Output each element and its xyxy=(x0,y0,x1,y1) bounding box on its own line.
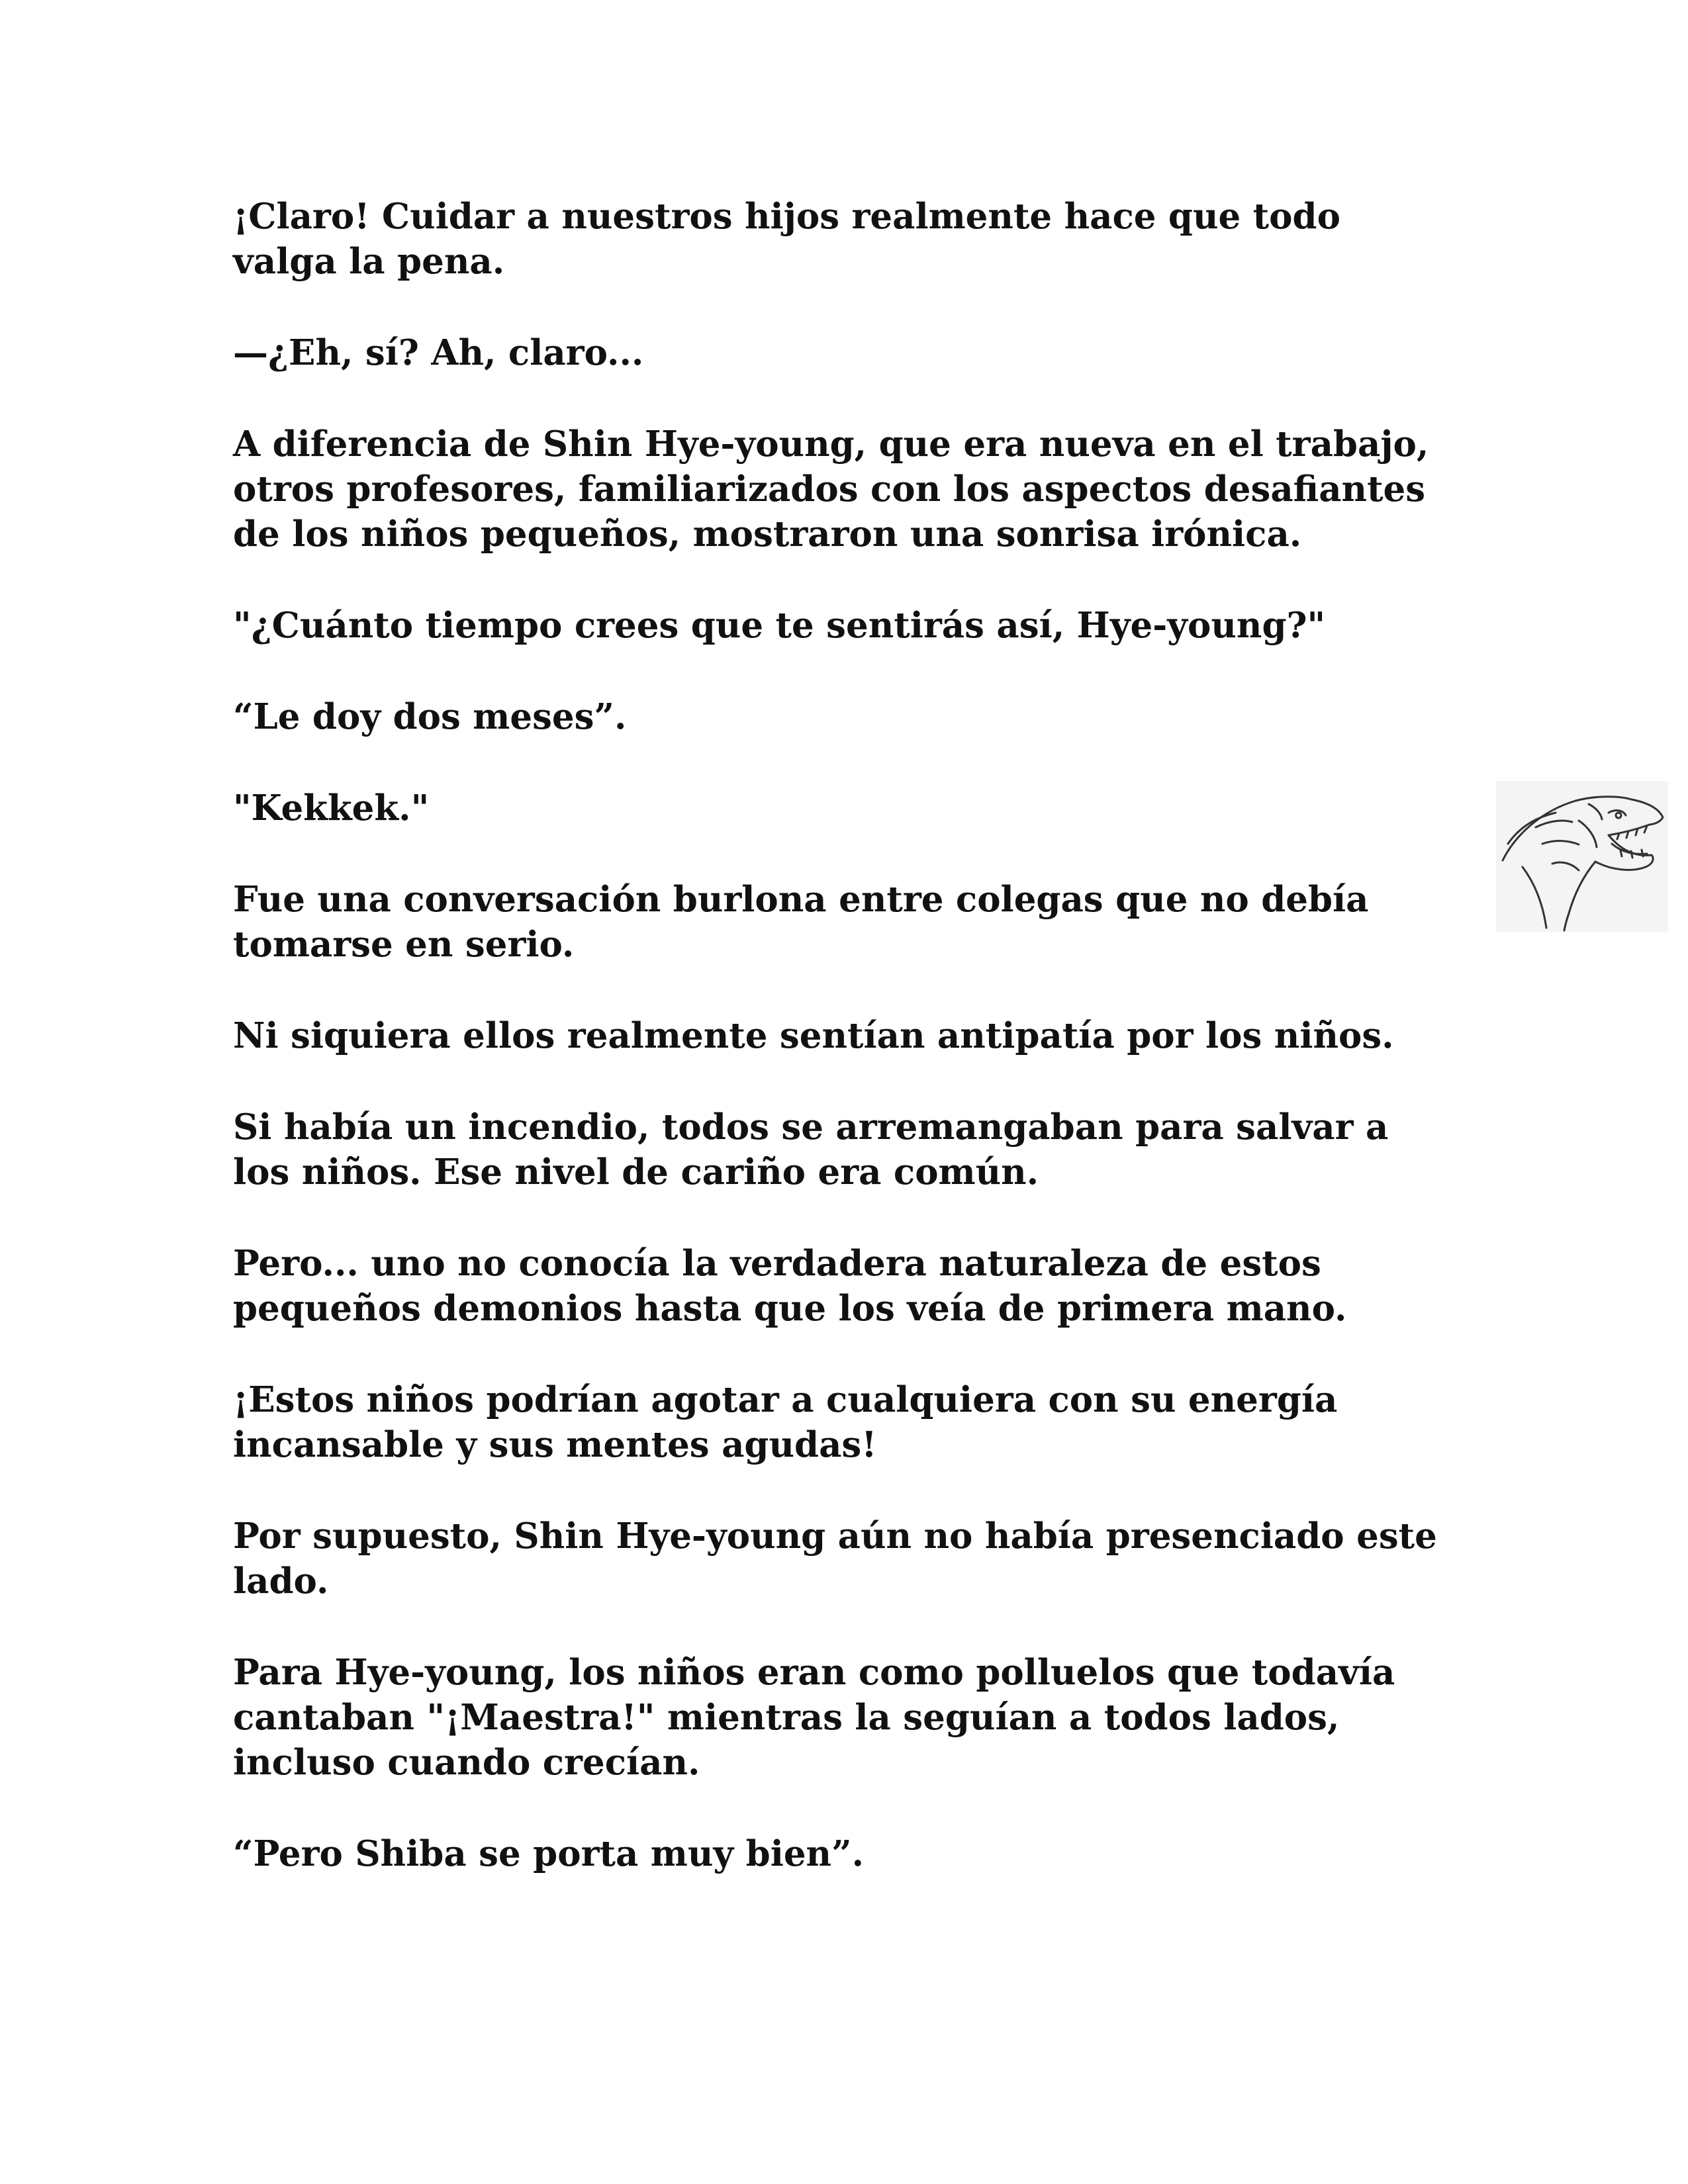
paragraph-5: “Le doy dos meses”. xyxy=(233,696,627,737)
paragraph-6: "Kekkek." xyxy=(233,788,430,829)
paragraph-3: A diferencia de Shin Hye-young, que era nueva en el trabajo, otros profesores, familiarizados con los aspectos desafiantes de los niños pequeños, mostraron una sonrisa irónica. xyxy=(233,424,1429,555)
paragraph-8: Ni siquiera ellos realmente sentían antipatía por los niños. xyxy=(233,1015,1394,1056)
paragraph-1: ¡Claro! Cuidar a nuestros hijos realmente hace que todo valga la pena. xyxy=(233,196,1340,282)
paragraph-2: —¿Eh, sí? Ah, claro... xyxy=(233,332,644,373)
dinosaur-sketch-icon xyxy=(1496,781,1668,932)
paragraph-11: ¡Estos niños podrían agotar a cualquiera con su energía incansable y sus mentes agudas! xyxy=(233,1379,1338,1465)
paragraph-12: Por supuesto, Shin Hye-young aún no había presenciado este lado. xyxy=(233,1516,1437,1602)
paragraph-13: Para Hye-young, los niños eran como polluelos que todavía cantaban "¡Maestra!" mientras la seguían a todos lados, incluso cuando crecían. xyxy=(233,1652,1395,1783)
paragraph-9: Si había un incendio, todos se arremangaban para salvar a los niños. Ese nivel de cariño era común. xyxy=(233,1107,1389,1193)
paragraph-10: Pero... uno no conocía la verdadera naturaleza de estos pequeños demonios hasta que los veía de primera mano. xyxy=(233,1243,1347,1329)
paragraph-14: “Pero Shiba se porta muy bien”. xyxy=(233,1833,865,1874)
paragraph-7: Fue una conversación burlona entre colegas que no debía tomarse en serio. xyxy=(233,879,1369,965)
story-text xyxy=(233,194,1491,1923)
paragraph-4: "¿Cuánto tiempo crees que te sentirás así, Hye-young?" xyxy=(233,605,1326,646)
